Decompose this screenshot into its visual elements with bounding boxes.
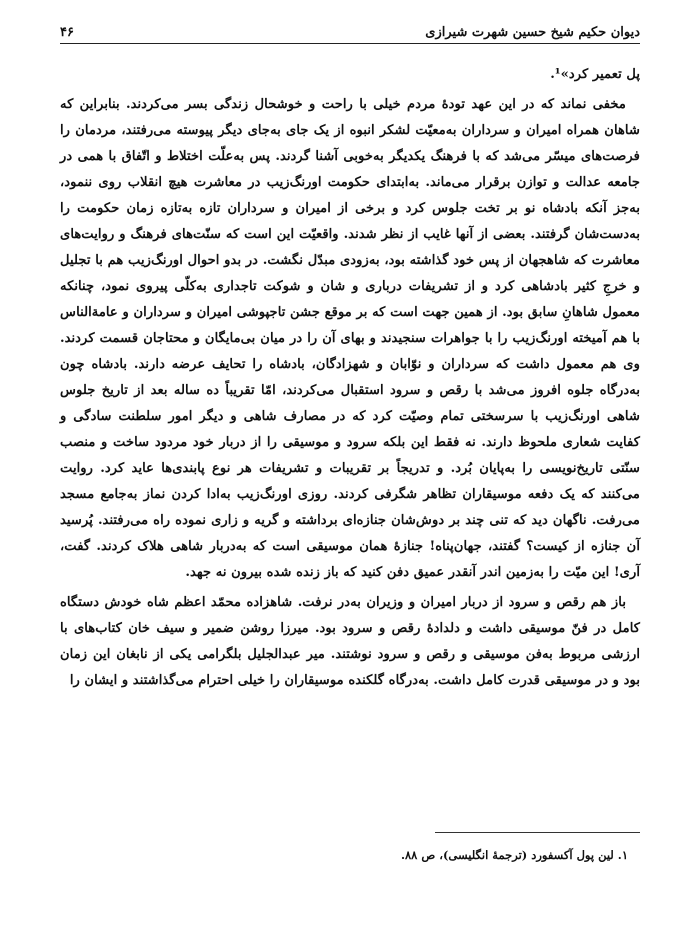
header-title: دیوان حکیم شیخ حسین شهرت شیرازی: [425, 25, 640, 40]
header-divider: [60, 43, 640, 44]
paragraph-2: مخفی نماند که در این عهد تودهٔ مردم خیلی با راحت و خوشحال زندگی بسر می‌کردند. بنابراین که شاهان همراه امیران و سرداران به‌معیّت لشکر انبوه از یک جای به‌جای دیگر پیوسته می‌رفتند، مردمان را فرصت‌های میسّر می‌شد که با فرهنگ یکدیگر به‌خوبی آشنا گردند. پس به‌علّت اختلاط و اتّفاق با همی در جامعه عدالت و توازن برقرار می‌ماند. به‌ابتدای حکومت اورنگ‌زیب در معاشرت هیچ انقلاب روی ننمود، به‌جز آنکه بادشاه نو بر تخت جلوس کرد و برخی از امیران و سرداران تازه به‌تازه زمان حکومت را به‌دست‌شان گرفتند. بعضی از آنها غایب از نظر شدند. واقعیّت این است که سنّت‌های فرهنگ و روایت‌های معاشرت که شاهجهان از پس خود گذاشته بود، به‌زودی مبدّل نگشت. در بدو احوال اورنگ‌زیب هم با تجلیل و خرجِ کثیر بادشاهی کرد و از تشریفات درباری و شان و شوکت تاجداری به‌کلّی پیروی نمود، چنانکه معمول شاهانِ سابق بود. از همین جهت است که بر موقع جشن تاجپوشی امیران و سرداران و عامة‌الناس با هم آمیخته اورنگ‌زیب را با جواهرات سنجیدند و بهای آن را در میان بی‌مایگان و محتاجان قسمت کردند. وی هم معمول داشت که سرداران و نوّابان و شهزادگان، بادشاه را تحایف عرضه دارند. بادشاه چون به‌درگاه جلوه افروز می‌شد با رقص و سرود استقبال می‌کردند، امّا تقریباً ده ساله بعد از تاریخ جلوس شاهی اورنگ‌زیب با سرسختی تمام وصیّت کرد که در مصارف شاهی و دیگر امور سلطنت سادگی و کفایت شعاری ملحوظ دارند. نه فقط این بلکه سرود و موسیقی را از دربار خود مردود ساخت و منصب سنّتی تاریخ‌نویسی را به‌پایان بُرد. و تدریجاً بر تقریبات و تشریفات هر نوع پابندی‌ها عاید کرد. روایت می‌کنند که یک دفعه موسیقاران تظاهر شگرفی کردند. روزی اورنگ‌زیب به‌ادا کردن نماز به‌جامع مسجد می‌رفت. ناگهان دید که تنی چند بر دوش‌شان جنازه‌ای برداشته و گریه و زاری نموده راه می‌رفتند. پُرسید آن جنازه از کیست؟ گفتند، جهان‌پناه! جنازهٔ همان موسیقی است که به‌دربار شاهی هلاک کردند. گفت، آری! این میّت را به‌زمین اندر آنقدر عمیق دفن کنید که باز زنده شده بیرون نه جهد.: [60, 97, 640, 580]
footnote-divider: [435, 832, 640, 833]
body-text: [60, 62, 640, 698]
page-number: ۴۶: [60, 25, 74, 40]
paragraph-1: پل تعمیر کرد»¹.: [550, 67, 640, 82]
paragraph-3: باز هم رقص و سرود از دربار امیران و وزیران به‌در نرفت. شاهزاده محمّد اعظم شاه خودش دستگاه کامل در فنّ موسیقی داشت و دلدادهٔ رقص و سرود بود. میرزا روشن ضمیر و سیف خان کتاب‌های با ارزشی مربوط به‌فن موسیقی و رقص و سرود نوشتند. میر عبدالجلیل بلگرامی یکی از نابغان این زمان بود و در موسیقی قدرت کامل داشت. به‌درگاه گلکنده موسیقاران را خیلی احترام می‌گذاشتند و ایشان را: [60, 595, 640, 688]
footnote: ۱. لین پول آکسفورد (ترجمهٔ انگلیسی)، ص ۸۸.: [400, 848, 628, 862]
running-header: [60, 18, 640, 40]
